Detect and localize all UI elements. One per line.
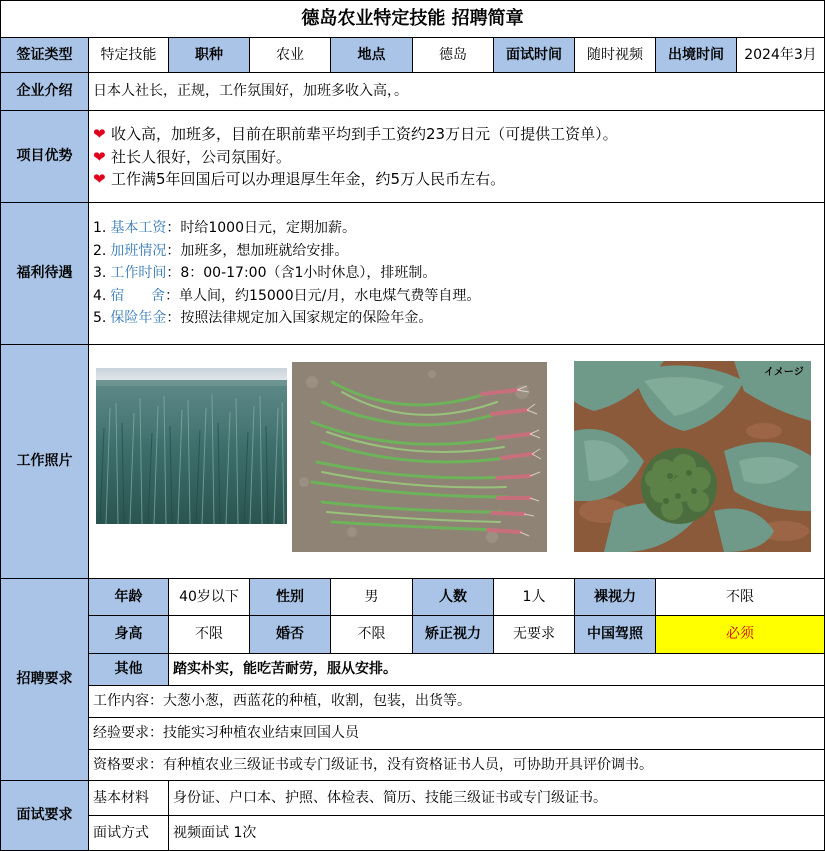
materials-label: 基本材料 bbox=[88, 780, 169, 816]
advantages-label: 项目优势 bbox=[0, 110, 89, 203]
benefits-list bbox=[88, 202, 825, 345]
materials-value: 身份证、户口本、护照、体检表、简历、技能三级证书或专门级证书。 bbox=[168, 780, 825, 816]
other-label: 其他 bbox=[88, 653, 169, 686]
other-value: 踏实朴实，能吃苦耐劳，服从安排。 bbox=[168, 653, 825, 686]
photo-watermark: イメージ bbox=[764, 367, 804, 378]
benefits-label: 福利待遇 bbox=[0, 202, 89, 345]
advantage-item: ❤ 工作满5年回国后可以办理退厚生年金，约5万人民币左右。 bbox=[93, 170, 506, 188]
job-label: 职种 bbox=[168, 37, 250, 73]
photos-label: 工作照片 bbox=[0, 344, 89, 579]
departure-label: 出境时间 bbox=[655, 37, 737, 73]
departure-value: 2024年3月 bbox=[736, 37, 825, 73]
age-value: 40岁以下 bbox=[168, 578, 250, 616]
corrected-vision-label: 矫正视力 bbox=[412, 615, 494, 654]
job-value: 农业 bbox=[249, 37, 331, 73]
marital-label: 婚否 bbox=[249, 615, 331, 654]
advantage-item: ❤ 收入高，加班多，目前在职前辈平均到手工资约23万日元（可提供工资单）。 bbox=[93, 125, 618, 143]
license-value: 必须 bbox=[655, 615, 825, 654]
experience-requirement: 经验要求：技能实习种植农业结束回国人员 bbox=[88, 717, 825, 750]
broccoli-photo bbox=[574, 361, 811, 552]
harvested-onions-photo bbox=[292, 362, 547, 552]
company-text: 日本人社长，正规，工作氛围好，加班多收入高，。 bbox=[88, 72, 825, 111]
naked-vision-value: 不限 bbox=[655, 578, 825, 616]
benefit-item: 1. 基本工资 ：时给1000日元，定期加薪。 bbox=[93, 220, 356, 237]
interview-label: 面试要求 bbox=[0, 780, 89, 851]
advantage-item: ❤ 社长人很好，公司氛围好。 bbox=[93, 147, 292, 166]
age-label: 年龄 bbox=[88, 578, 169, 616]
license-label: 中国驾照 bbox=[574, 615, 656, 654]
location-value: 德岛 bbox=[412, 37, 494, 73]
method-label: 面试方式 bbox=[88, 815, 169, 851]
requirements-label: 招聘要求 bbox=[0, 578, 89, 781]
benefit-item: 3. 工作时间 ：8：00-17:00（含1小时休息），排班制。 bbox=[93, 265, 437, 282]
benefit-item: 5. 保险年金 ：按照法律规定加入国家规定的保险年金。 bbox=[93, 310, 433, 327]
work-content: 工作内容：大葱小葱，西蓝花的种植，收割，包装，出货等。 bbox=[88, 685, 825, 718]
benefit-item: 2. 加班情况 ：加班多，想加班就给安排。 bbox=[93, 242, 349, 259]
height-value: 不限 bbox=[168, 615, 250, 654]
location-label: 地点 bbox=[330, 37, 413, 73]
height-label: 身高 bbox=[88, 615, 169, 654]
count-label: 人数 bbox=[412, 578, 494, 616]
method-value: 视频面试 1次 bbox=[168, 815, 825, 851]
interview-time-value: 随时视频 bbox=[574, 37, 656, 73]
onion-field-photo bbox=[96, 368, 287, 524]
marital-value: 不限 bbox=[330, 615, 413, 654]
qualification-requirement: 资格要求：有种植农业三级证书或专门级证书，没有资格证书人员，可协助开具评价调书。 bbox=[88, 749, 825, 781]
interview-time-label: 面试时间 bbox=[493, 37, 575, 73]
benefit-item: 4. 宿 舍 ：单人间，约15000日元/月，水电煤气费等自理。 bbox=[93, 287, 481, 304]
count-value: 1人 bbox=[493, 578, 575, 616]
gender-label: 性别 bbox=[249, 578, 331, 616]
corrected-vision-value: 无要求 bbox=[493, 615, 575, 654]
heart-icon: ❤ bbox=[93, 147, 106, 166]
visa-type-label: 签证类型 bbox=[0, 37, 89, 73]
advantages-list bbox=[88, 110, 825, 203]
heart-icon: ❤ bbox=[93, 170, 106, 188]
gender-value: 男 bbox=[330, 578, 413, 616]
page-title: 德岛农业特定技能 招聘简章 bbox=[0, 0, 825, 38]
heart-icon: ❤ bbox=[93, 125, 106, 143]
naked-vision-label: 裸视力 bbox=[574, 578, 656, 616]
visa-type-value: 特定技能 bbox=[88, 37, 169, 73]
company-label: 企业介绍 bbox=[0, 72, 89, 111]
